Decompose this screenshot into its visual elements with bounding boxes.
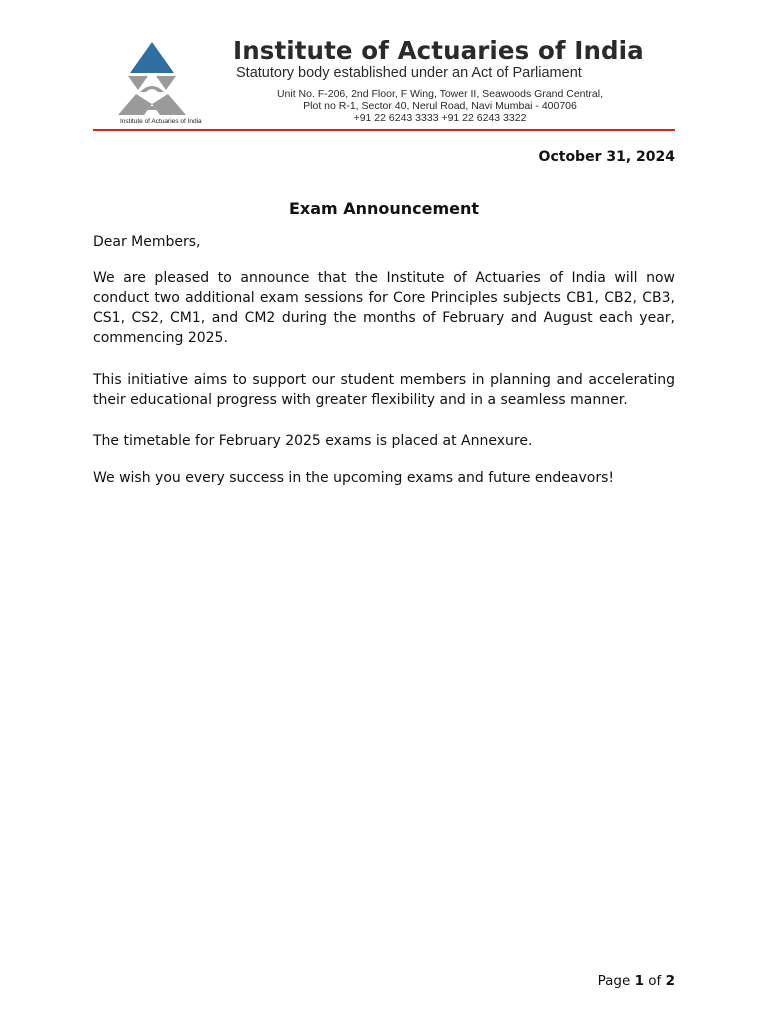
body-paragraph: This initiative aims to support our student members in planning and accelerating their educational progress with greater flexibility and in a seamless manner. xyxy=(93,372,675,408)
phone-numbers: +91 22 6243 3333 +91 22 6243 3322 xyxy=(353,112,527,124)
body-paragraph: The timetable for February 2025 exams is placed at Annexure. xyxy=(93,433,533,449)
letterhead xyxy=(0,0,768,140)
logo-gray-segment xyxy=(152,94,186,115)
organization-subtitle: Statutory body established under an Act of Parliament xyxy=(236,65,582,81)
address-line: Unit No. F-206, 2nd Floor, F Wing, Tower II, Seawoods Grand Central, xyxy=(276,88,604,100)
organization-name: Institute of Actuaries of India xyxy=(233,36,644,65)
document-title: Exam Announcement xyxy=(288,199,480,218)
organization-address xyxy=(240,88,640,124)
address-line: Plot no R-1, Sector 40, Nerul Road, Navi Mumbai - 400706 xyxy=(303,100,577,112)
letter-date: October 31, 2024 xyxy=(538,149,675,165)
logo-gray-segment xyxy=(128,76,148,90)
iai-logo-icon xyxy=(114,40,218,118)
letterhead-divider xyxy=(93,129,675,131)
body-paragraph: We wish you every success in the upcoming exams and future endeavors! xyxy=(93,470,614,486)
of-word: of xyxy=(648,973,662,989)
institute-logo xyxy=(114,40,218,130)
logo-caption: Institute of Actuaries of India xyxy=(120,118,202,125)
salutation: Dear Members, xyxy=(93,234,201,250)
logo-gray-segment xyxy=(156,76,176,90)
current-page: 1 xyxy=(634,973,644,989)
logo-blue-triangle xyxy=(130,42,174,73)
logo-gray-arc xyxy=(140,86,164,92)
body-paragraph: We are pleased to announce that the Institute of Actuaries of India will now conduct two additional exam sessions for Core Principles subjects CB1, CB2, CB3, CS1, CS2, CM1, and CM2 during the months of February and August each year, commencing 2025. xyxy=(93,270,675,346)
total-pages: 2 xyxy=(665,973,675,989)
page-word: Page xyxy=(597,973,631,989)
page-number xyxy=(598,973,675,989)
logo-gray-segment xyxy=(118,94,152,115)
